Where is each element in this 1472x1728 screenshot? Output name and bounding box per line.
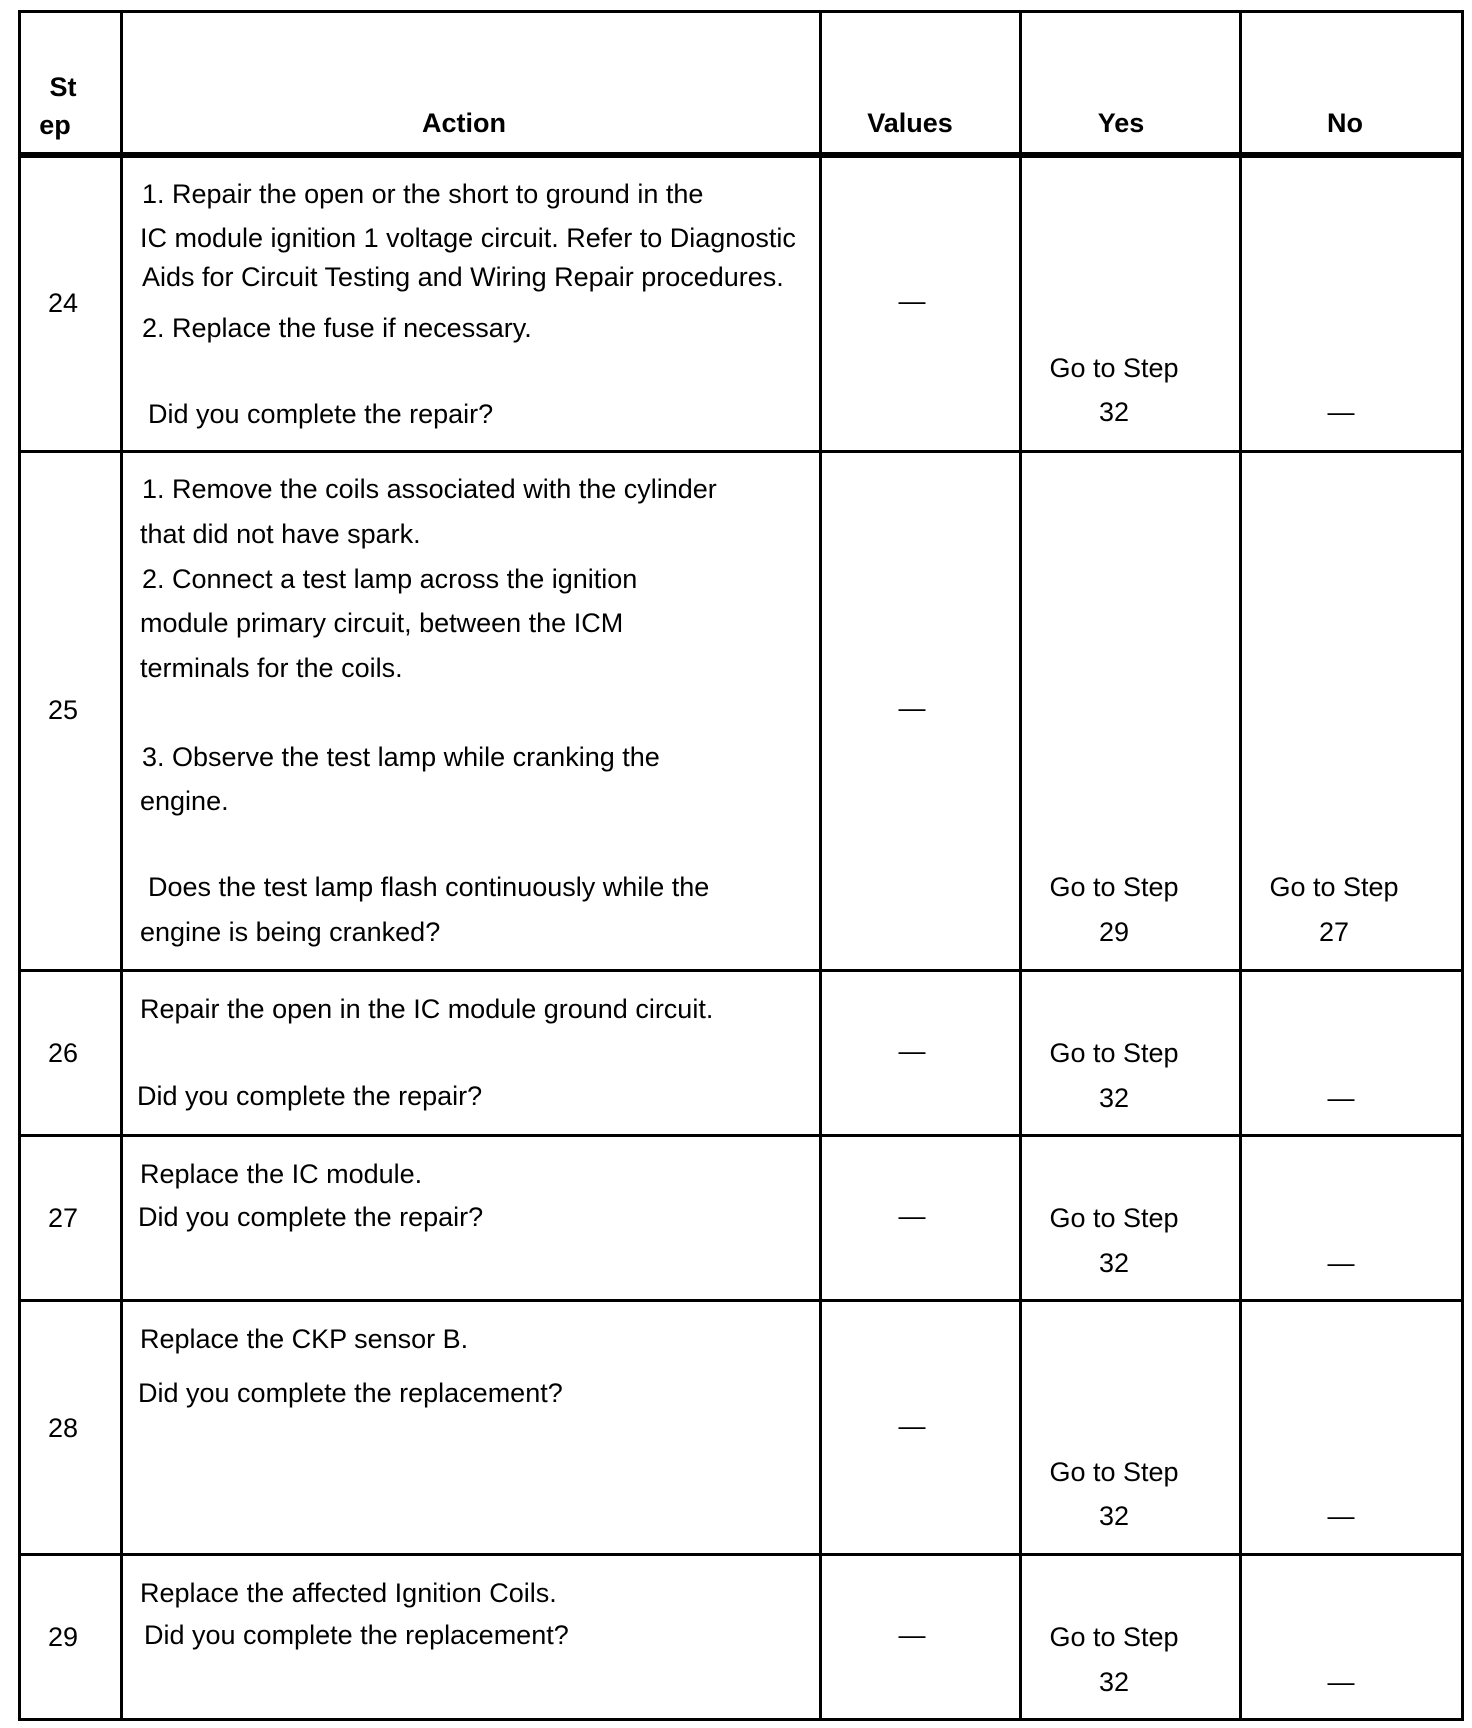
row-27-values: — (898, 1201, 926, 1231)
row-25-yes-line1: Go to Step (1049, 872, 1179, 902)
row-24-no: — (1327, 397, 1355, 427)
row-24-step: 24 (47, 288, 79, 318)
row-28-action-question: Did you complete the replacement? (138, 1378, 563, 1408)
row-28-yes-cell (1019, 1299, 1242, 1556)
row-26-no: — (1327, 1083, 1355, 1113)
row-29-step: 29 (47, 1622, 79, 1652)
row-27-action-line1: Replace the IC module. (140, 1159, 423, 1189)
row-26-action-question: Did you complete the repair? (137, 1081, 483, 1111)
row-29-action-question: Did you complete the replacement? (144, 1620, 569, 1650)
row-24-action-line1: 1. Repair the open or the short to ground in the (142, 179, 704, 209)
row-25-yes-line2: 29 (1098, 917, 1130, 947)
row-24-action-question: Did you complete the repair? (148, 399, 494, 429)
header-values: Values (867, 108, 953, 138)
row-29-yes-line1: Go to Step (1049, 1622, 1179, 1652)
header-no: No (1327, 108, 1363, 138)
row-25-action-line1: 1. Remove the coils associated with the cylinder (142, 474, 717, 504)
row-29-action-line1: Replace the affected Ignition Coils. (140, 1578, 557, 1608)
row-26-action-line1: Repair the open in the IC module ground circuit. (140, 994, 714, 1024)
row-24-action-line4: 2. Replace the fuse if necessary. (142, 313, 532, 343)
row-24-yes-line1: Go to Step (1049, 353, 1179, 383)
row-28-action-line1: Replace the CKP sensor B. (140, 1324, 469, 1354)
row-27-yes-line1: Go to Step (1049, 1203, 1179, 1233)
row-27-action-question: Did you complete the repair? (138, 1202, 484, 1232)
row-26-yes-line2: 32 (1098, 1083, 1130, 1113)
row-25-action-question2: engine is being cranked? (140, 917, 441, 947)
row-25-values: — (898, 693, 926, 723)
header-yes: Yes (1097, 108, 1145, 138)
row-25-action-line2: that did not have spark. (140, 519, 421, 549)
row-26-step: 26 (47, 1038, 79, 1068)
row-28-yes-line2: 32 (1098, 1501, 1130, 1531)
row-28-step: 28 (47, 1413, 79, 1443)
row-28-no: — (1327, 1501, 1355, 1531)
row-25-action-line7: engine. (140, 786, 229, 816)
row-29-no: — (1327, 1667, 1355, 1697)
row-28-yes-line1: Go to Step (1049, 1457, 1179, 1487)
row-27-step: 27 (47, 1203, 79, 1233)
row-24-action-line2: IC module ignition 1 voltage circuit. Refer to Diagnostic (140, 223, 796, 253)
row-27-yes-line2: 32 (1098, 1248, 1130, 1278)
row-28-values: — (898, 1411, 926, 1441)
row-25-action-line6: 3. Observe the test lamp while cranking the (142, 742, 660, 772)
row-25-no-line1: Go to Step (1269, 872, 1399, 902)
row-25-step: 25 (47, 695, 79, 725)
row-24-yes-line2: 32 (1098, 397, 1130, 427)
row-29-values: — (898, 1620, 926, 1650)
row-25-action-line5: terminals for the coils. (140, 653, 403, 683)
header-step-line1: St (49, 72, 77, 102)
row-26-yes-line1: Go to Step (1049, 1038, 1179, 1068)
row-26-values: — (898, 1036, 926, 1066)
row-24-yes-cell (1019, 155, 1242, 453)
row-24-action-line3: Aids for Circuit Testing and Wiring Repair procedures. (142, 262, 784, 292)
row-25-action-question1: Does the test lamp flash continuously while the (148, 872, 710, 902)
row-25-no-line2: 27 (1318, 917, 1350, 947)
row-27-no: — (1327, 1248, 1355, 1278)
row-25-action-line3: 2. Connect a test lamp across the ignition (142, 564, 638, 594)
row-24-values: — (898, 286, 926, 316)
header-action: Action (422, 108, 506, 138)
row-25-action-line4: module primary circuit, between the ICM (140, 608, 624, 638)
row-29-yes-line2: 32 (1098, 1667, 1130, 1697)
header-step-line2: ep (39, 110, 71, 140)
